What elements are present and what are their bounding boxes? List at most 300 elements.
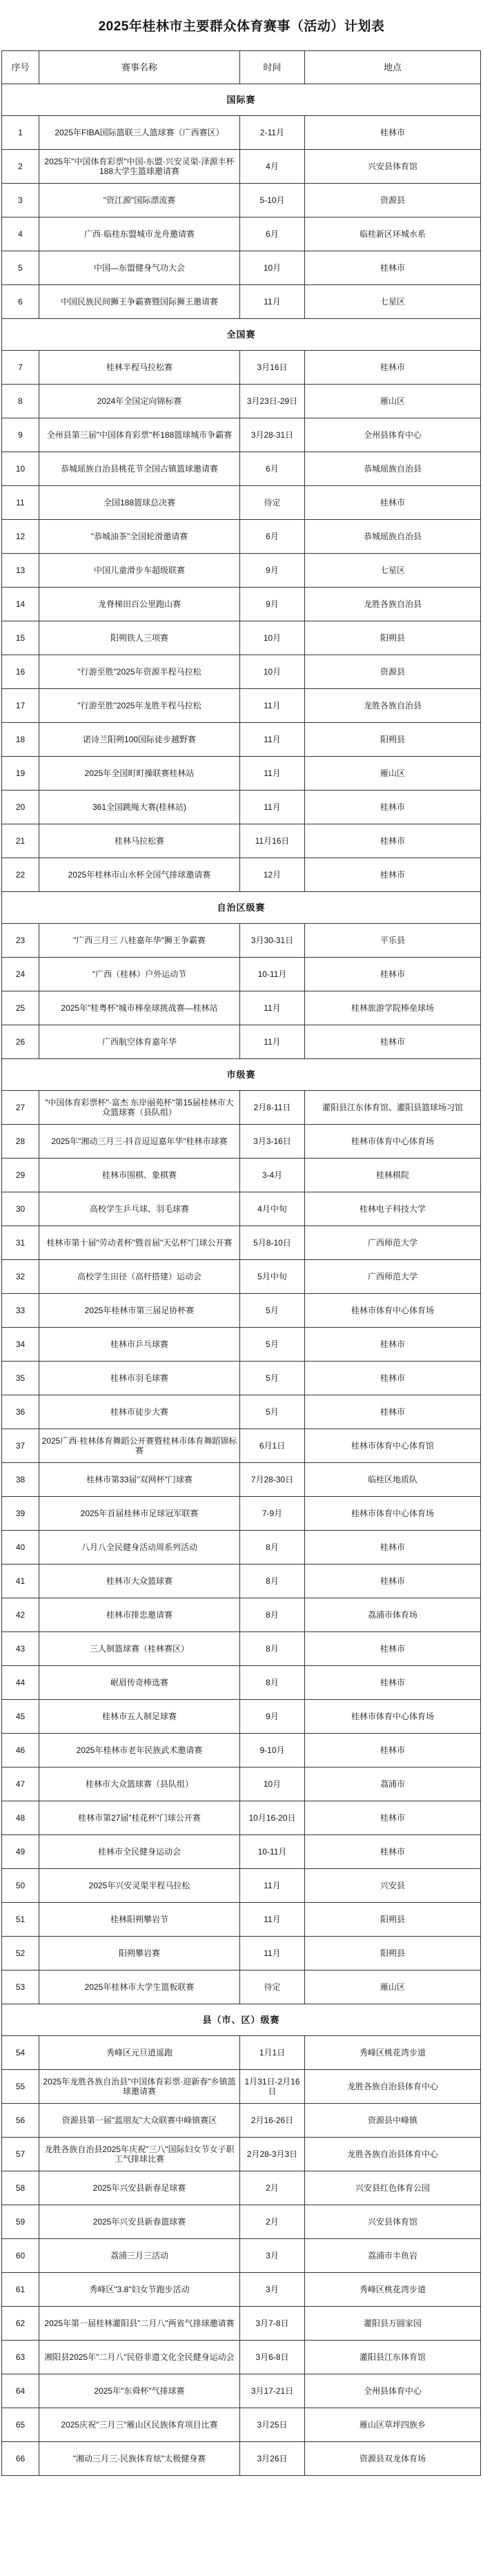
cell-time: 1月31日-2月16日	[240, 2070, 305, 2104]
cell-location: 雁山区草坪四族乡	[305, 2408, 481, 2442]
cell-event-name: 2025年全国町町操联赛桂林站	[39, 757, 240, 791]
cell-index: 32	[2, 1260, 39, 1294]
cell-index: 29	[2, 1159, 39, 1192]
cell-event-name: 龙胜各族自治县2025年庆祝"三八"国际妇女节女子职工气排球比赛	[39, 2138, 240, 2171]
cell-location: 桂林市	[305, 116, 481, 150]
cell-event-name: 2025年"湘动三月三·抖音逗逗嘉年华"桂林市球赛	[39, 1125, 240, 1159]
cell-location: 龙胜各族自治县	[305, 689, 481, 723]
cell-event-name: 全州县第三届"中国体育彩票"杯188篮球城市争霸赛	[39, 418, 240, 452]
section-title: 自治区级赛	[2, 892, 481, 924]
cell-index: 66	[2, 2442, 39, 2476]
section-row	[2, 892, 481, 924]
cell-event-name: 2025年"东舜杯"气排球赛	[39, 2374, 240, 2408]
cell-time: 11月	[240, 1025, 305, 1059]
table-row	[2, 1395, 481, 1429]
cell-time: 10月	[240, 655, 305, 689]
cell-time: 5月	[240, 1328, 305, 1362]
cell-location: 荔浦市体育场	[305, 1598, 481, 1632]
table-row	[2, 2239, 481, 2273]
cell-time: 2月	[240, 2171, 305, 2205]
cell-index: 64	[2, 2374, 39, 2408]
cell-event-name: 桂林市大众篮球赛（县队组）	[39, 1768, 240, 1801]
table-row	[2, 184, 481, 217]
cell-time: 5月中旬	[240, 1260, 305, 1294]
cell-event-name: 三人制篮球赛（桂林赛区）	[39, 1632, 240, 1666]
cell-index: 7	[2, 351, 39, 385]
cell-index: 14	[2, 588, 39, 621]
table-row	[2, 723, 481, 757]
cell-time: 7月28-30日	[240, 1463, 305, 1497]
cell-index: 21	[2, 824, 39, 858]
page-title: 2025年桂林市主要群众体育赛事（活动）计划表	[98, 19, 385, 34]
cell-time: 2-11月	[240, 116, 305, 150]
cell-location: 桂林市体育中心体育场	[305, 1125, 481, 1159]
cell-event-name: 2025年桂林市第三届足协杯赛	[39, 1294, 240, 1328]
cell-time: 11月	[240, 791, 305, 824]
section-title: 市级赛	[2, 1059, 481, 1091]
cell-time: 8月	[240, 1531, 305, 1565]
cell-event-name: 2025年FIBA国际篮联三人篮球赛（广西赛区）	[39, 116, 240, 150]
cell-index: 33	[2, 1294, 39, 1328]
section-row	[2, 1059, 481, 1091]
cell-time: 6月	[240, 217, 305, 251]
cell-event-name: 湘阳县2025年"二月八"民俗非遗文化全民健身运动会	[39, 2341, 240, 2374]
cell-event-name: 秀峰区"3.8"妇女节跑步活动	[39, 2273, 240, 2307]
cell-location: 桂林市	[305, 351, 481, 385]
cell-index: 26	[2, 1025, 39, 1059]
cell-event-name: 2024年全国定向锦标赛	[39, 385, 240, 418]
table-row	[2, 351, 481, 385]
table-row	[2, 2171, 481, 2205]
cell-location: 广西师范大学	[305, 1226, 481, 1260]
cell-index: 63	[2, 2341, 39, 2374]
table-row	[2, 418, 481, 452]
cell-time: 10-11月	[240, 1835, 305, 1869]
table-row	[2, 1768, 481, 1801]
cell-index: 38	[2, 1463, 39, 1497]
cell-location: 龙胜各族自治县体育中心	[305, 2070, 481, 2104]
cell-event-name: 桂林市乒乓球赛	[39, 1328, 240, 1362]
cell-event-name: 秀峰区元旦逍遥跑	[39, 2036, 240, 2070]
cell-time: 2月28-3月3日	[240, 2138, 305, 2171]
cell-location: 阳朔县	[305, 1903, 481, 1937]
table-row	[2, 1903, 481, 1937]
cell-time: 11月	[240, 723, 305, 757]
cell-index: 45	[2, 1700, 39, 1734]
cell-event-name: 桂林市第33届"双网杯"门球赛	[39, 1463, 240, 1497]
event-schedule-table	[1, 50, 481, 2476]
cell-index: 35	[2, 1362, 39, 1395]
section-row	[2, 2004, 481, 2036]
cell-time: 8月	[240, 1632, 305, 1666]
table-row	[2, 1801, 481, 1835]
cell-event-name: 桂林市围棋、象棋赛	[39, 1159, 240, 1192]
table-row	[2, 1869, 481, 1903]
table-row	[2, 2307, 481, 2341]
cell-time: 4月	[240, 150, 305, 184]
cell-location: 临桂新区环城水系	[305, 217, 481, 251]
cell-location: 桂林市体育中心体育场	[305, 1700, 481, 1734]
table-row	[2, 1970, 481, 2004]
cell-time: 5月	[240, 1395, 305, 1429]
cell-time: 9月	[240, 588, 305, 621]
cell-event-name: 岷眉传奇棒选赛	[39, 1666, 240, 1700]
cell-event-name: 阳朔铁人三项赛	[39, 621, 240, 655]
cell-event-name: 2025广西·桂林体育舞蹈公开赛暨桂林市体育舞蹈锦标赛	[39, 1429, 240, 1463]
cell-event-name: 2025年第一届桂林灌阳县"二月八"两省气排球邀请赛	[39, 2307, 240, 2341]
cell-time: 10-11月	[240, 958, 305, 991]
cell-time: 3月	[240, 2239, 305, 2273]
table-row	[2, 1429, 481, 1463]
cell-time: 5月	[240, 1362, 305, 1395]
table-row	[2, 621, 481, 655]
cell-index: 42	[2, 1598, 39, 1632]
cell-location: 桂林市	[305, 1734, 481, 1768]
table-row	[2, 689, 481, 723]
cell-index: 27	[2, 1091, 39, 1125]
cell-time: 2月8-11日	[240, 1091, 305, 1125]
cell-event-name: 2025年兴安县新春篮球赛	[39, 2205, 240, 2239]
cell-event-name: "恭城油茶"全国轮滑邀请赛	[39, 520, 240, 554]
table-row	[2, 2036, 481, 2070]
cell-time: 3月26日	[240, 2442, 305, 2476]
cell-index: 4	[2, 217, 39, 251]
cell-event-name: 广西·临桂东盟城市龙舟邀请赛	[39, 217, 240, 251]
cell-index: 54	[2, 2036, 39, 2070]
cell-index: 53	[2, 1970, 39, 2004]
cell-index: 52	[2, 1937, 39, 1970]
cell-index: 62	[2, 2307, 39, 2341]
table-row	[2, 2205, 481, 2239]
cell-location: 桂林市	[305, 486, 481, 520]
table-row	[2, 116, 481, 150]
cell-event-name: 2025庆祝"三月三"雁山区民族体育项目比赛	[39, 2408, 240, 2442]
table-row	[2, 1598, 481, 1632]
cell-index: 41	[2, 1565, 39, 1598]
table-row	[2, 2408, 481, 2442]
cell-index: 24	[2, 958, 39, 991]
cell-location: 桂林市	[305, 1801, 481, 1835]
column-header-location: 地点	[305, 51, 481, 84]
table-row	[2, 520, 481, 554]
cell-event-name: 2025年"中国体育彩票"中国-东盟·兴安灵渠·泽源丰杯188大学生篮球邀请赛	[39, 150, 240, 184]
cell-location: 荔浦市	[305, 1768, 481, 1801]
cell-event-name: "中国体育彩票杯"·富杰 东岸丽苑杯"第15届桂林市大众篮球赛（县队组）	[39, 1091, 240, 1125]
cell-event-name: 桂林市全民健身运动会	[39, 1835, 240, 1869]
cell-location: 雁山区	[305, 385, 481, 418]
table-row	[2, 2374, 481, 2408]
cell-event-name: 桂林市第十届"劳动者杯"暨首届"天弘杯"门球公开赛	[39, 1226, 240, 1260]
table-row	[2, 554, 481, 588]
cell-time: 3-4月	[240, 1159, 305, 1192]
cell-event-name: "广西（桂林）户外运动节	[39, 958, 240, 991]
cell-location: 灌阳县江东体育馆	[305, 2341, 481, 2374]
cell-index: 3	[2, 184, 39, 217]
table-row	[2, 150, 481, 184]
cell-index: 48	[2, 1801, 39, 1835]
cell-location: 资源县中峰镇	[305, 2104, 481, 2138]
cell-location: 全州县体育中心	[305, 2374, 481, 2408]
cell-event-name: 中国民族民间狮王争霸赛暨国际狮王邀请赛	[39, 285, 240, 319]
cell-event-name: 2025年兴安灵渠半程马拉松	[39, 1869, 240, 1903]
table-row	[2, 824, 481, 858]
table-row	[2, 2341, 481, 2374]
cell-time: 8月	[240, 1565, 305, 1598]
cell-time: 6月1日	[240, 1429, 305, 1463]
cell-time: 3月7-8日	[240, 2307, 305, 2341]
cell-time: 待定	[240, 1970, 305, 2004]
cell-location: 桂林市	[305, 958, 481, 991]
cell-event-name: 高校学生乒乓球、羽毛球赛	[39, 1192, 240, 1226]
cell-location: 资源县双龙体育场	[305, 2442, 481, 2476]
table-row	[2, 2138, 481, 2171]
cell-time: 9月	[240, 1700, 305, 1734]
cell-location: 广西师范大学	[305, 1260, 481, 1294]
cell-time: 11月	[240, 689, 305, 723]
cell-location: 七星区	[305, 285, 481, 319]
table-row	[2, 1666, 481, 1700]
cell-location: 桂林市	[305, 251, 481, 285]
cell-location: 雁山区	[305, 757, 481, 791]
cell-time: 8月	[240, 1666, 305, 1700]
cell-time: 9-10月	[240, 1734, 305, 1768]
cell-index: 31	[2, 1226, 39, 1260]
cell-event-name: 恭城瑶族自治县桃花节全国古镇篮球邀请赛	[39, 452, 240, 486]
cell-index: 18	[2, 723, 39, 757]
cell-location: 临桂区地质队	[305, 1463, 481, 1497]
cell-location: 灌阳县万圆家园	[305, 2307, 481, 2341]
cell-event-name: 中国儿童滑步车超级联赛	[39, 554, 240, 588]
cell-index: 39	[2, 1497, 39, 1531]
cell-location: 兴安县体育馆	[305, 150, 481, 184]
cell-location: 桂林棋院	[305, 1159, 481, 1192]
cell-event-name: 2025年首届桂林市足球冠军联赛	[39, 1497, 240, 1531]
cell-time: 10月16-20日	[240, 1801, 305, 1835]
cell-time: 待定	[240, 486, 305, 520]
cell-index: 25	[2, 991, 39, 1025]
table-row	[2, 1192, 481, 1226]
cell-location: 平乐县	[305, 924, 481, 958]
table-row	[2, 1937, 481, 1970]
table-row	[2, 1025, 481, 1059]
cell-event-name: 2025年龙胜各族自治县"中国体育彩票·迎新春"乡镇篮球邀请赛	[39, 2070, 240, 2104]
cell-event-name: 全国188篮球总决赛	[39, 486, 240, 520]
table-row	[2, 791, 481, 824]
table-row	[2, 1835, 481, 1869]
column-header-event-name: 赛事名称	[39, 51, 240, 84]
cell-index: 2	[2, 150, 39, 184]
cell-location: 兴安县	[305, 1869, 481, 1903]
cell-index: 1	[2, 116, 39, 150]
table-row	[2, 1734, 481, 1768]
cell-time: 3月6-8日	[240, 2341, 305, 2374]
cell-location: 阳朔县	[305, 1937, 481, 1970]
cell-time: 11月16日	[240, 824, 305, 858]
cell-time: 10月	[240, 251, 305, 285]
cell-event-name: 桂林市五人制足球赛	[39, 1700, 240, 1734]
table-row	[2, 2104, 481, 2138]
cell-time: 12月	[240, 858, 305, 892]
cell-time: 6月	[240, 520, 305, 554]
cell-time: 3月17-21日	[240, 2374, 305, 2408]
table-header-row	[2, 51, 481, 84]
cell-location: 灌阳县江东体育馆、灌阳县篮球场习馆	[305, 1091, 481, 1125]
cell-location: 龙胜各族自治县	[305, 588, 481, 621]
cell-location: 桂林电子科技大学	[305, 1192, 481, 1226]
cell-location: 阳朔县	[305, 723, 481, 757]
cell-time: 10月	[240, 1768, 305, 1801]
table-row	[2, 1159, 481, 1192]
cell-event-name: "资江源"国际漂流赛	[39, 184, 240, 217]
cell-location: 秀峰区桃花湾步道	[305, 2273, 481, 2307]
cell-location: 桂林市体育中心体育馆	[305, 1429, 481, 1463]
cell-location: 恭城瑶族自治县	[305, 452, 481, 486]
cell-location: 资源县	[305, 184, 481, 217]
table-row	[2, 1294, 481, 1328]
cell-location: 桂林市	[305, 824, 481, 858]
cell-time: 8月	[240, 1598, 305, 1632]
cell-time: 1月1日	[240, 2036, 305, 2070]
cell-event-name: 2025年"桂粤杯"城市棒垒球挑战赛—桂林站	[39, 991, 240, 1025]
section-row	[2, 319, 481, 351]
cell-index: 5	[2, 251, 39, 285]
cell-time: 3月30-31日	[240, 924, 305, 958]
table-row	[2, 655, 481, 689]
cell-event-name: "行游至胜"2025年龙胜半程马拉松	[39, 689, 240, 723]
table-row	[2, 385, 481, 418]
table-body	[2, 84, 481, 2476]
table-row	[2, 1362, 481, 1395]
cell-time: 7-9月	[240, 1497, 305, 1531]
cell-location: 桂林市	[305, 1025, 481, 1059]
cell-location: 桂林市	[305, 1632, 481, 1666]
cell-event-name: 中国—东盟健身气功大会	[39, 251, 240, 285]
cell-time: 11月	[240, 285, 305, 319]
table-row	[2, 1226, 481, 1260]
cell-event-name: "湘动三月三·民族体育炫"太极健身赛	[39, 2442, 240, 2476]
table-row	[2, 1531, 481, 1565]
cell-time: 3月3-16日	[240, 1125, 305, 1159]
cell-index: 34	[2, 1328, 39, 1362]
cell-event-name: 桂林市第27届"桂花杯"门球公开赛	[39, 1801, 240, 1835]
cell-index: 47	[2, 1768, 39, 1801]
cell-location: 兴安县红色体育公园	[305, 2171, 481, 2205]
cell-event-name: 2025年兴安县新春足球赛	[39, 2171, 240, 2205]
table-row	[2, 1328, 481, 1362]
cell-index: 40	[2, 1531, 39, 1565]
cell-event-name: "广西三月三 八桂嘉年华"狮王争霸赛	[39, 924, 240, 958]
table-row	[2, 251, 481, 285]
cell-event-name: 桂林市徒步大赛	[39, 1395, 240, 1429]
cell-index: 10	[2, 452, 39, 486]
cell-event-name: 桂林市羽毛球赛	[39, 1362, 240, 1395]
cell-time: 3月28-31日	[240, 418, 305, 452]
cell-time: 3月23日-29日	[240, 385, 305, 418]
section-title: 国际赛	[2, 84, 481, 116]
cell-location: 桂林市	[305, 1531, 481, 1565]
section-title: 全国赛	[2, 319, 481, 351]
table-row	[2, 1565, 481, 1598]
cell-index: 55	[2, 2070, 39, 2104]
cell-location: 阳朔县	[305, 621, 481, 655]
cell-index: 22	[2, 858, 39, 892]
table-row	[2, 217, 481, 251]
cell-location: 桂林市	[305, 1395, 481, 1429]
cell-time: 2月	[240, 2205, 305, 2239]
cell-location: 桂林市	[305, 1565, 481, 1598]
cell-location: 桂林市	[305, 858, 481, 892]
column-header-time: 时间	[240, 51, 305, 84]
cell-index: 44	[2, 1666, 39, 1700]
cell-index: 37	[2, 1429, 39, 1463]
cell-event-name: "行游至胜"2025年资源半程马拉松	[39, 655, 240, 689]
cell-index: 8	[2, 385, 39, 418]
column-header-index: 序号	[2, 51, 39, 84]
cell-event-name: 高校学生田径（高杆搭建）运动会	[39, 1260, 240, 1294]
cell-location: 桂林旅游学院棒垒球场	[305, 991, 481, 1025]
cell-location: 桂林市	[305, 791, 481, 824]
cell-location: 桂林市	[305, 1835, 481, 1869]
table-row	[2, 1700, 481, 1734]
cell-event-name: 桂林半程马拉松赛	[39, 351, 240, 385]
cell-index: 50	[2, 1869, 39, 1903]
cell-index: 36	[2, 1395, 39, 1429]
cell-location: 桂林市	[305, 1362, 481, 1395]
cell-index: 11	[2, 486, 39, 520]
cell-location: 桂林市体育中心体育场	[305, 1497, 481, 1531]
cell-time: 3月25日	[240, 2408, 305, 2442]
cell-location: 秀峰区桃花湾步道	[305, 2036, 481, 2070]
table-row	[2, 958, 481, 991]
cell-time: 6月	[240, 452, 305, 486]
table-row	[2, 285, 481, 319]
cell-index: 17	[2, 689, 39, 723]
table-row	[2, 2442, 481, 2476]
cell-index: 12	[2, 520, 39, 554]
cell-index: 19	[2, 757, 39, 791]
section-title: 县（市、区）级赛	[2, 2004, 481, 2036]
cell-index: 56	[2, 2104, 39, 2138]
cell-event-name: 桂林市排忠邀请赛	[39, 1598, 240, 1632]
cell-event-name: 2025年桂林市老年民族武术邀请赛	[39, 1734, 240, 1768]
cell-event-name: 2025年桂林市大学生篮板联赛	[39, 1970, 240, 2004]
cell-event-name: 桂林阳朔攀岩节	[39, 1903, 240, 1937]
cell-index: 49	[2, 1835, 39, 1869]
cell-index: 51	[2, 1903, 39, 1937]
cell-index: 57	[2, 2138, 39, 2171]
table-row	[2, 991, 481, 1025]
cell-index: 20	[2, 791, 39, 824]
cell-index: 43	[2, 1632, 39, 1666]
cell-index: 16	[2, 655, 39, 689]
cell-event-name: 诺诗兰阳朔100国际徒步越野赛	[39, 723, 240, 757]
table-row	[2, 452, 481, 486]
cell-location: 荔浦市丰鱼岩	[305, 2239, 481, 2273]
cell-event-name: 361全国跳绳大赛(桂林站)	[39, 791, 240, 824]
table-row	[2, 588, 481, 621]
cell-index: 65	[2, 2408, 39, 2442]
cell-location: 兴安县体育馆	[305, 2205, 481, 2239]
cell-location: 桂林市体育中心体育场	[305, 1294, 481, 1328]
cell-time: 11月	[240, 1903, 305, 1937]
cell-index: 46	[2, 1734, 39, 1768]
cell-time: 11月	[240, 757, 305, 791]
section-row	[2, 84, 481, 116]
cell-event-name: 桂林马拉松赛	[39, 824, 240, 858]
table-row	[2, 1497, 481, 1531]
cell-location: 龙胜各族自治县体育中心	[305, 2138, 481, 2171]
cell-index: 9	[2, 418, 39, 452]
